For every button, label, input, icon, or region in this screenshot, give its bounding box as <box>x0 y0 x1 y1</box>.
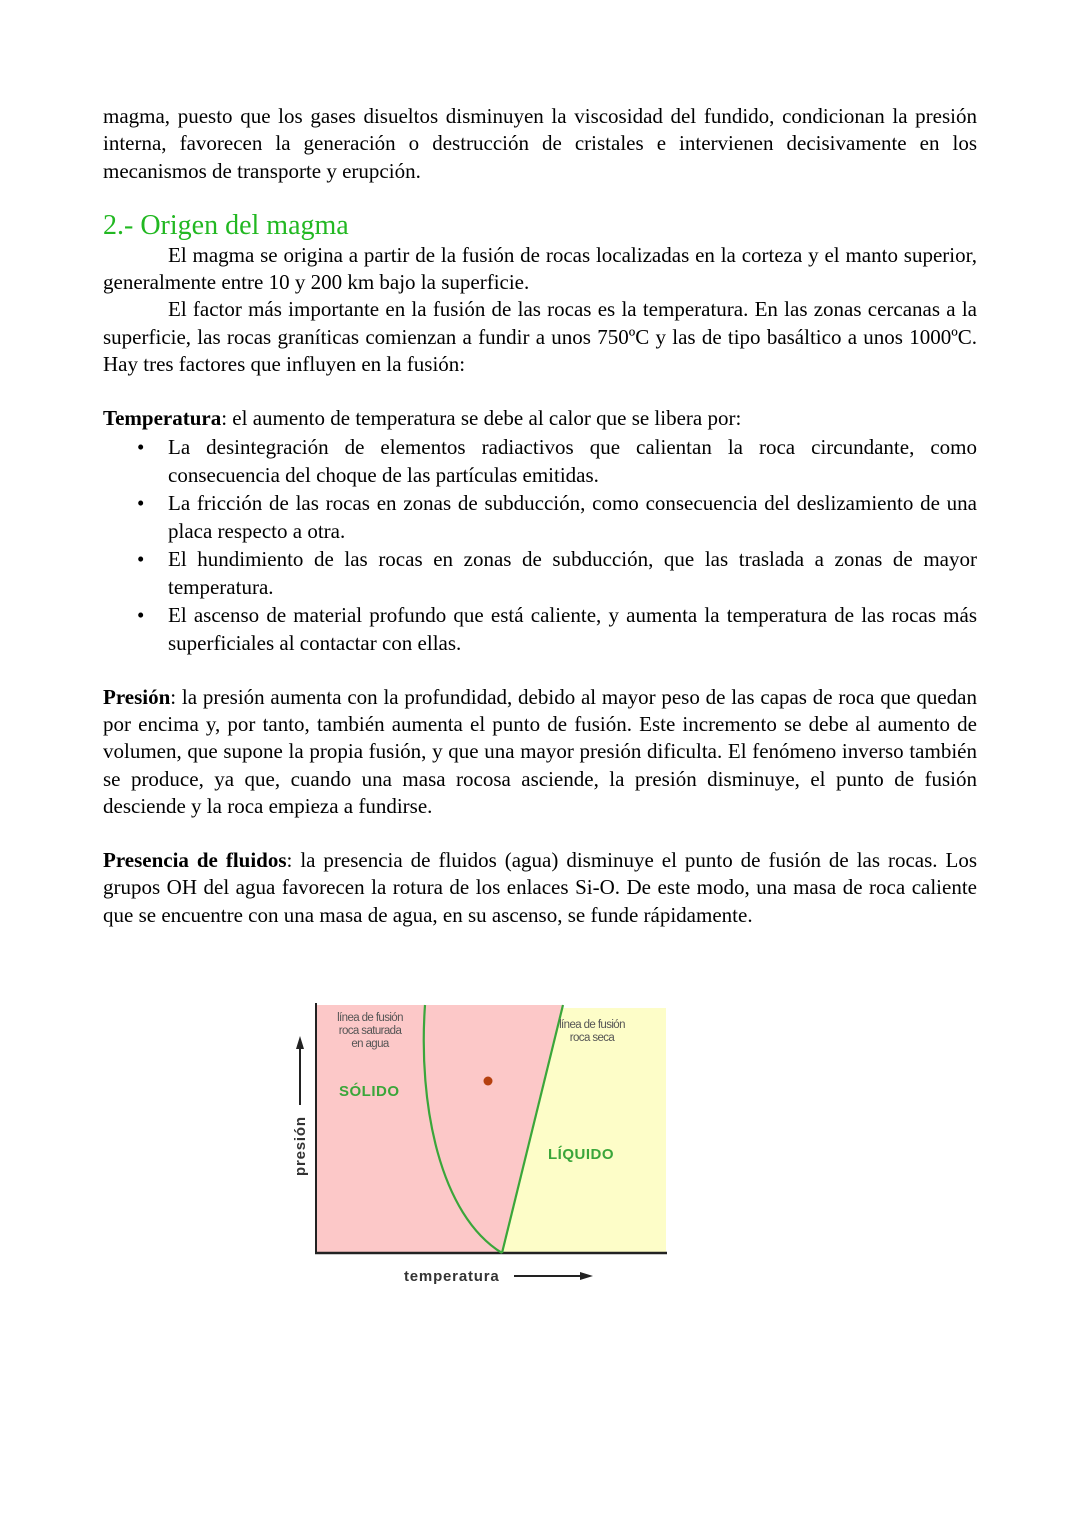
fluids-factor <box>103 847 977 929</box>
temperature-term: Temperatura <box>103 406 222 431</box>
list-item: • El hundimiento de las rocas en zonas de subducción, que las traslada a zonas de mayor temperatura. <box>168 545 977 601</box>
temperature-text: : el aumento de temperatura se debe al calor que se libera por: <box>221 406 742 431</box>
intro-paragraph: magma, puesto que los gases disueltos disminuyen la viscosidad del fundido, condicionan la presión interna, favorecen la generación o destrucción de cristales e intervienen decisivamente en los mecanismos de transporte y erupción. <box>103 104 977 183</box>
fluids-term: Presencia de fluidos <box>103 848 287 873</box>
state-point <box>484 1077 493 1086</box>
fluids-text: : la presencia de fluidos (agua) disminuye el punto de fusión de las rocas. Los grupos OH del agua favorecen la rotura de los enlaces Si-O. De este modo, una masa de roca caliente que se encuentre con una masa de agua, en su ascenso, se funde rápidamente. <box>103 848 977 927</box>
x-axis-label: temperatura <box>404 1268 500 1285</box>
pressure-text: : la presión aumenta con la profundidad, debido al mayor peso de las capas de roca que quedan por encima y, por tanto, también aumenta el punto de fusión. Este incremento se debe al aumento de volumen, que supone la propia fusión, y que una mayor presión dificulta. El fenómeno inverso también se produce, ya que, cuando una masa rocosa asciende, la presión disminuye, el punto de fusión desciende y la roca empieza a fundirse. <box>103 684 977 818</box>
y-axis-label: presión <box>292 1116 309 1176</box>
temperature-factor <box>103 405 977 432</box>
document-page <box>103 103 977 929</box>
wet-line-label-3: en agua <box>351 1038 389 1050</box>
solid-label: SÓLIDO <box>339 1083 400 1100</box>
origin-paragraph-1: El magma se origina a partir de la fusión de rocas localizadas en la corteza y el manto superior, generalmente entre 10 y 200 km bajo la superficie. <box>103 242 977 295</box>
pressure-factor <box>103 684 977 820</box>
dry-line-label-1: línea de fusión <box>559 1019 625 1031</box>
temperature-bullet-list <box>103 433 977 657</box>
x-axis-arrowhead-icon <box>580 1272 593 1280</box>
y-axis-arrowhead-icon <box>296 1036 304 1049</box>
pressure-term: Presión <box>103 684 171 709</box>
list-item: • La fricción de las rocas en zonas de subducción, como consecuencia del deslizamiento de una placa respecto a otra. <box>168 489 977 545</box>
wet-line-label-2: roca saturada <box>338 1025 402 1037</box>
liquid-label: LÍQUIDO <box>548 1146 614 1163</box>
list-item: • El ascenso de material profundo que está caliente, y aumenta la temperatura de las rocas más superficiales al contactar con ellas. <box>168 601 977 657</box>
wet-line-label-1: línea de fusión <box>337 1012 403 1024</box>
section-heading: 2.- Origen del magma <box>103 209 349 241</box>
melting-diagram <box>280 995 680 1295</box>
origin-paragraph-2: El factor más importante en la fusión de las rocas es la temperatura. En las zonas cercanas a la superficie, las rocas graníticas comienzan a fundir a unos 750ºC y las de tipo basáltico a unos 1000ºC. Hay tres factores que influyen en la fusión: <box>103 297 977 377</box>
list-item: • La desintegración de elementos radiactivos que calientan la roca circundante, como consecuencia del choque de las partículas emitidas. <box>168 433 977 489</box>
dry-line-label-2: roca seca <box>569 1032 615 1044</box>
